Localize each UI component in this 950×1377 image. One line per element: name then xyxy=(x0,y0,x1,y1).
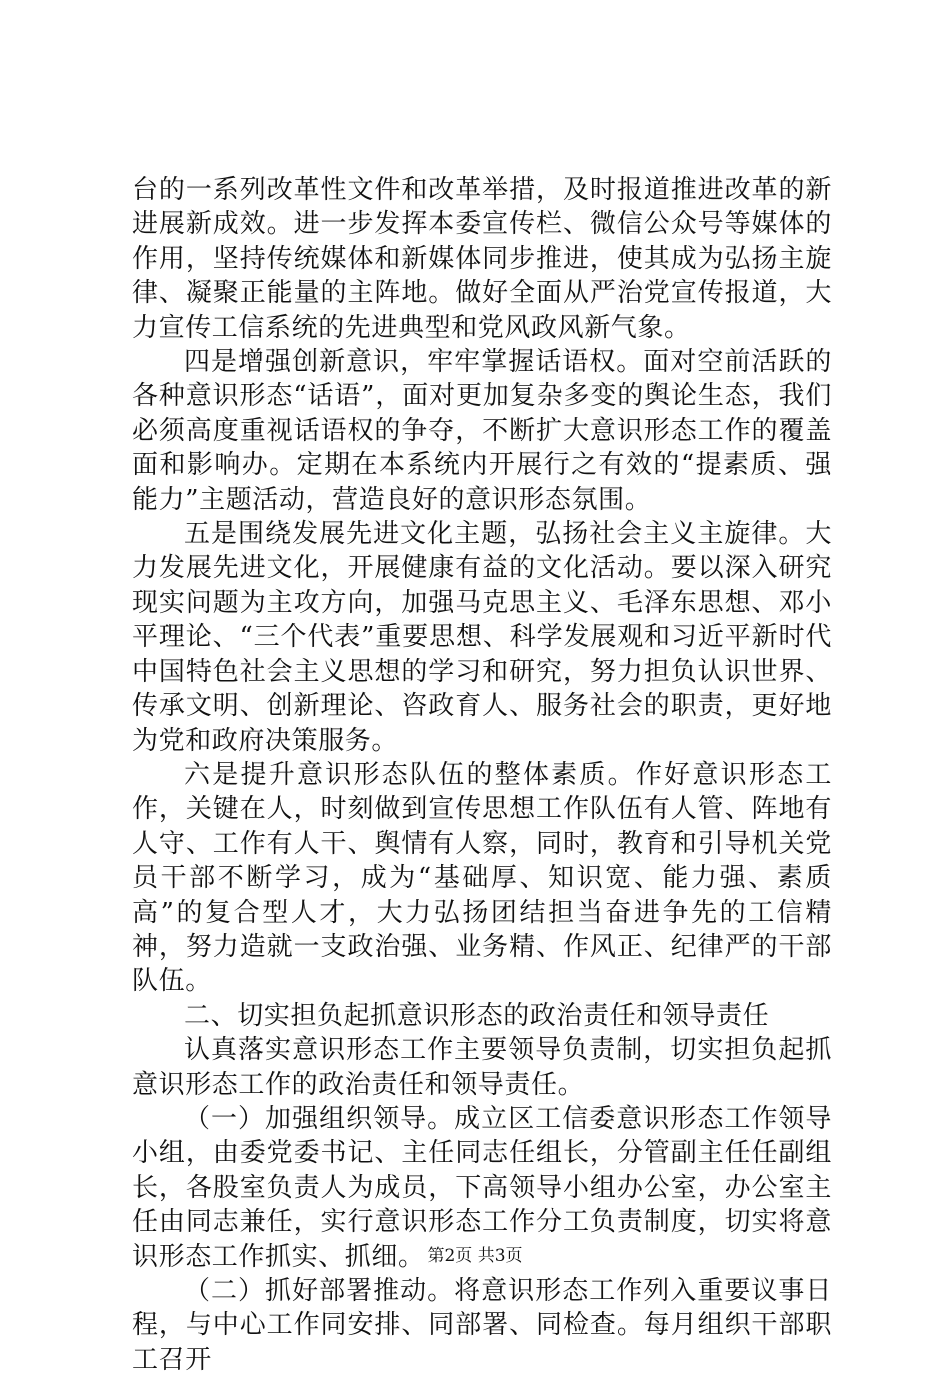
paragraph: 台的一系列改革性文件和改革举措，及时报道推进改革的新进展新成效。进一步发挥本委宣传栏、微信公众号等媒体的作用，坚持传统媒体和新媒体同步推进，使其成为弘扬主旋律、凝聚正能量的主阵地。做好全面从严治党宣传报道，大力宣传工信系统的先进典型和党风政风新气象。 xyxy=(132,175,832,343)
paragraph: （二）抓好部署推动。将意识形态工作列入重要议事日程，与中心工作同安排、同部署、同检查。每月组织干部职工召开 xyxy=(132,1276,832,1375)
paragraph: 认真落实意识形态工作主要领导负责制，切实担负起抓意识形态工作的政治责任和领导责任。 xyxy=(132,1035,832,1100)
page-number-footer: 第2页 共3页 xyxy=(427,1246,523,1266)
document-body xyxy=(132,173,832,1377)
paragraph: 四是增强创新意识，牢牢掌握话语权。面对空前活跃的各种意识形态“话语”，面对更加复杂多变的舆论生态，我们必须高度重视话语权的争夺，不断扩大意识形态工作的覆盖面和影响办。定期在本系统内开展行之有效的“提素质、强能力”主题活动，营造良好的意识形态氛围。 xyxy=(132,347,832,515)
section-heading: 二、切实担负起抓意识形态的政治责任和领导责任 xyxy=(184,1000,770,1031)
paragraph: （一）加强组织领导。成立区工信委意识形态工作领导小组，由委党委书记、主任同志任组长，分管副主任任副组长，各股室负责人为成员，下高领导小组办公室，办公室主任由同志兼任，实行意识形态工作分工负责制度，切实将意识形态工作抓实、抓细。 xyxy=(132,1103,832,1272)
paragraph: 六是提升意识形态队伍的整体素质。作好意识形态工作，关键在人，时刻做到宣传思想工作队伍有人管、阵地有人守、工作有人干、舆情有人察，同时，教育和引导机关党员干部不断学习，成为“基础厚、知识宽、能力强、素质高”的复合型人才，大力弘扬团结担当奋进争先的工信精神，努力造就一支政治强、业务精、作风正、纪律严的干部队伍。 xyxy=(132,759,832,997)
paragraph: 五是围绕发展先进文化主题，弘扬社会主义主旋律。大力发展先进文化，开展健康有益的文化活动。要以深入研究现实问题为主攻方向，加强马克思主义、毛泽东思想、邓小平理论、“三个代表”重要思想、科学发展观和习近平新时代中国特色社会主义思想的学习和研究，努力担负认识世界、传承文明、创新理论、咨政育人、服务社会的职责，更好地为党和政府决策服务。 xyxy=(132,519,832,756)
